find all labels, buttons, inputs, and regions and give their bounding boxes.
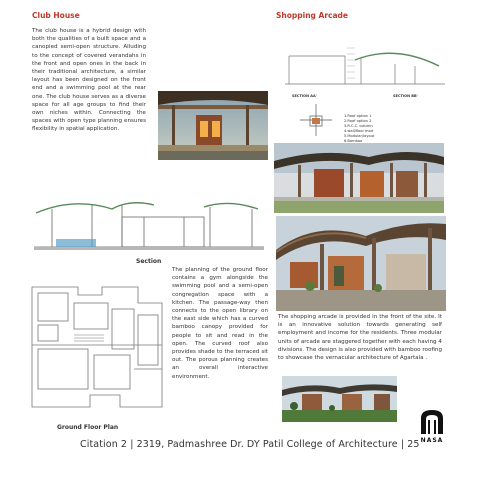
legend-item: 1.Roof option 1 — [344, 114, 372, 118]
nasa-logo — [419, 408, 445, 442]
legend-item: 5.Modular/layout — [344, 134, 375, 138]
arcade-render-1 — [274, 143, 444, 213]
arcade-plan-detail — [296, 102, 336, 138]
legend-item: 4.wall/floor mod — [344, 129, 374, 133]
nasa-emblem-icon — [419, 408, 445, 434]
legend-item: 2.Roof option 2 — [344, 119, 372, 123]
shopping-arcade-paragraph: The shopping arcade is provided in the front of the site. It is an innovative solution towards generating self employment and income for the residents. Three modular units of arcade are staggered together with each having 4 divisions. The design is also provided with bamboo roofing to showcase the vernacular architecture of Agartala . — [278, 314, 442, 362]
shopping-arcade-sections — [285, 44, 445, 96]
legend-item: 3.R.C.C. column — [344, 124, 373, 128]
arcade-render-3 — [282, 376, 397, 422]
club-house-heading: Club House — [32, 11, 80, 20]
page-footer: Citation 2 | 2319, Padmashree Dr. DY Patil College of Architecture | 25 — [80, 439, 420, 450]
section-aa-label: SECTION AA' — [292, 94, 317, 98]
club-house-section-drawing — [34, 195, 264, 255]
arcade-legend — [344, 114, 374, 144]
ground-floor-plan — [30, 285, 165, 410]
section-bb-label: SECTION BB' — [393, 94, 418, 98]
shopping-arcade-heading: Shopping Arcade — [276, 11, 348, 20]
arcade-render-2 — [276, 216, 446, 311]
legend-item: 6.Bamboo — [344, 139, 363, 143]
club-house-paragraph: The club house is a hybrid design with both the qualities of a built space and a canopied semi-open structure. Alluding to the concept of covered verandahs in the front and open ones in the back in their traditional architecture, a similar layout has been designed on the front end and a swimming pool at the rear one. The club house serves as a diverse space for all age groups to find their own niches within. Connecting the spaces with open type planning ensures flexibility in spatial application. — [32, 28, 146, 133]
ground-floor-paragraph: The planning of the ground floor contains a gym alongside the swimming pool and a semi-open congregation space with a kitchen. The passage-way then connects to the open library on the east side which has a curved bamboo canopy provided for people to sit and read in the open. The curved roof also provides shade to the terraced sit out. The porous planning creates an overall interactive environment. — [172, 267, 268, 380]
nasa-logo-text: NASA — [420, 437, 444, 444]
section-caption: Section — [136, 258, 162, 265]
club-house-photo — [158, 91, 268, 160]
ground-floor-plan-caption: Ground Floor Plan — [57, 424, 119, 431]
